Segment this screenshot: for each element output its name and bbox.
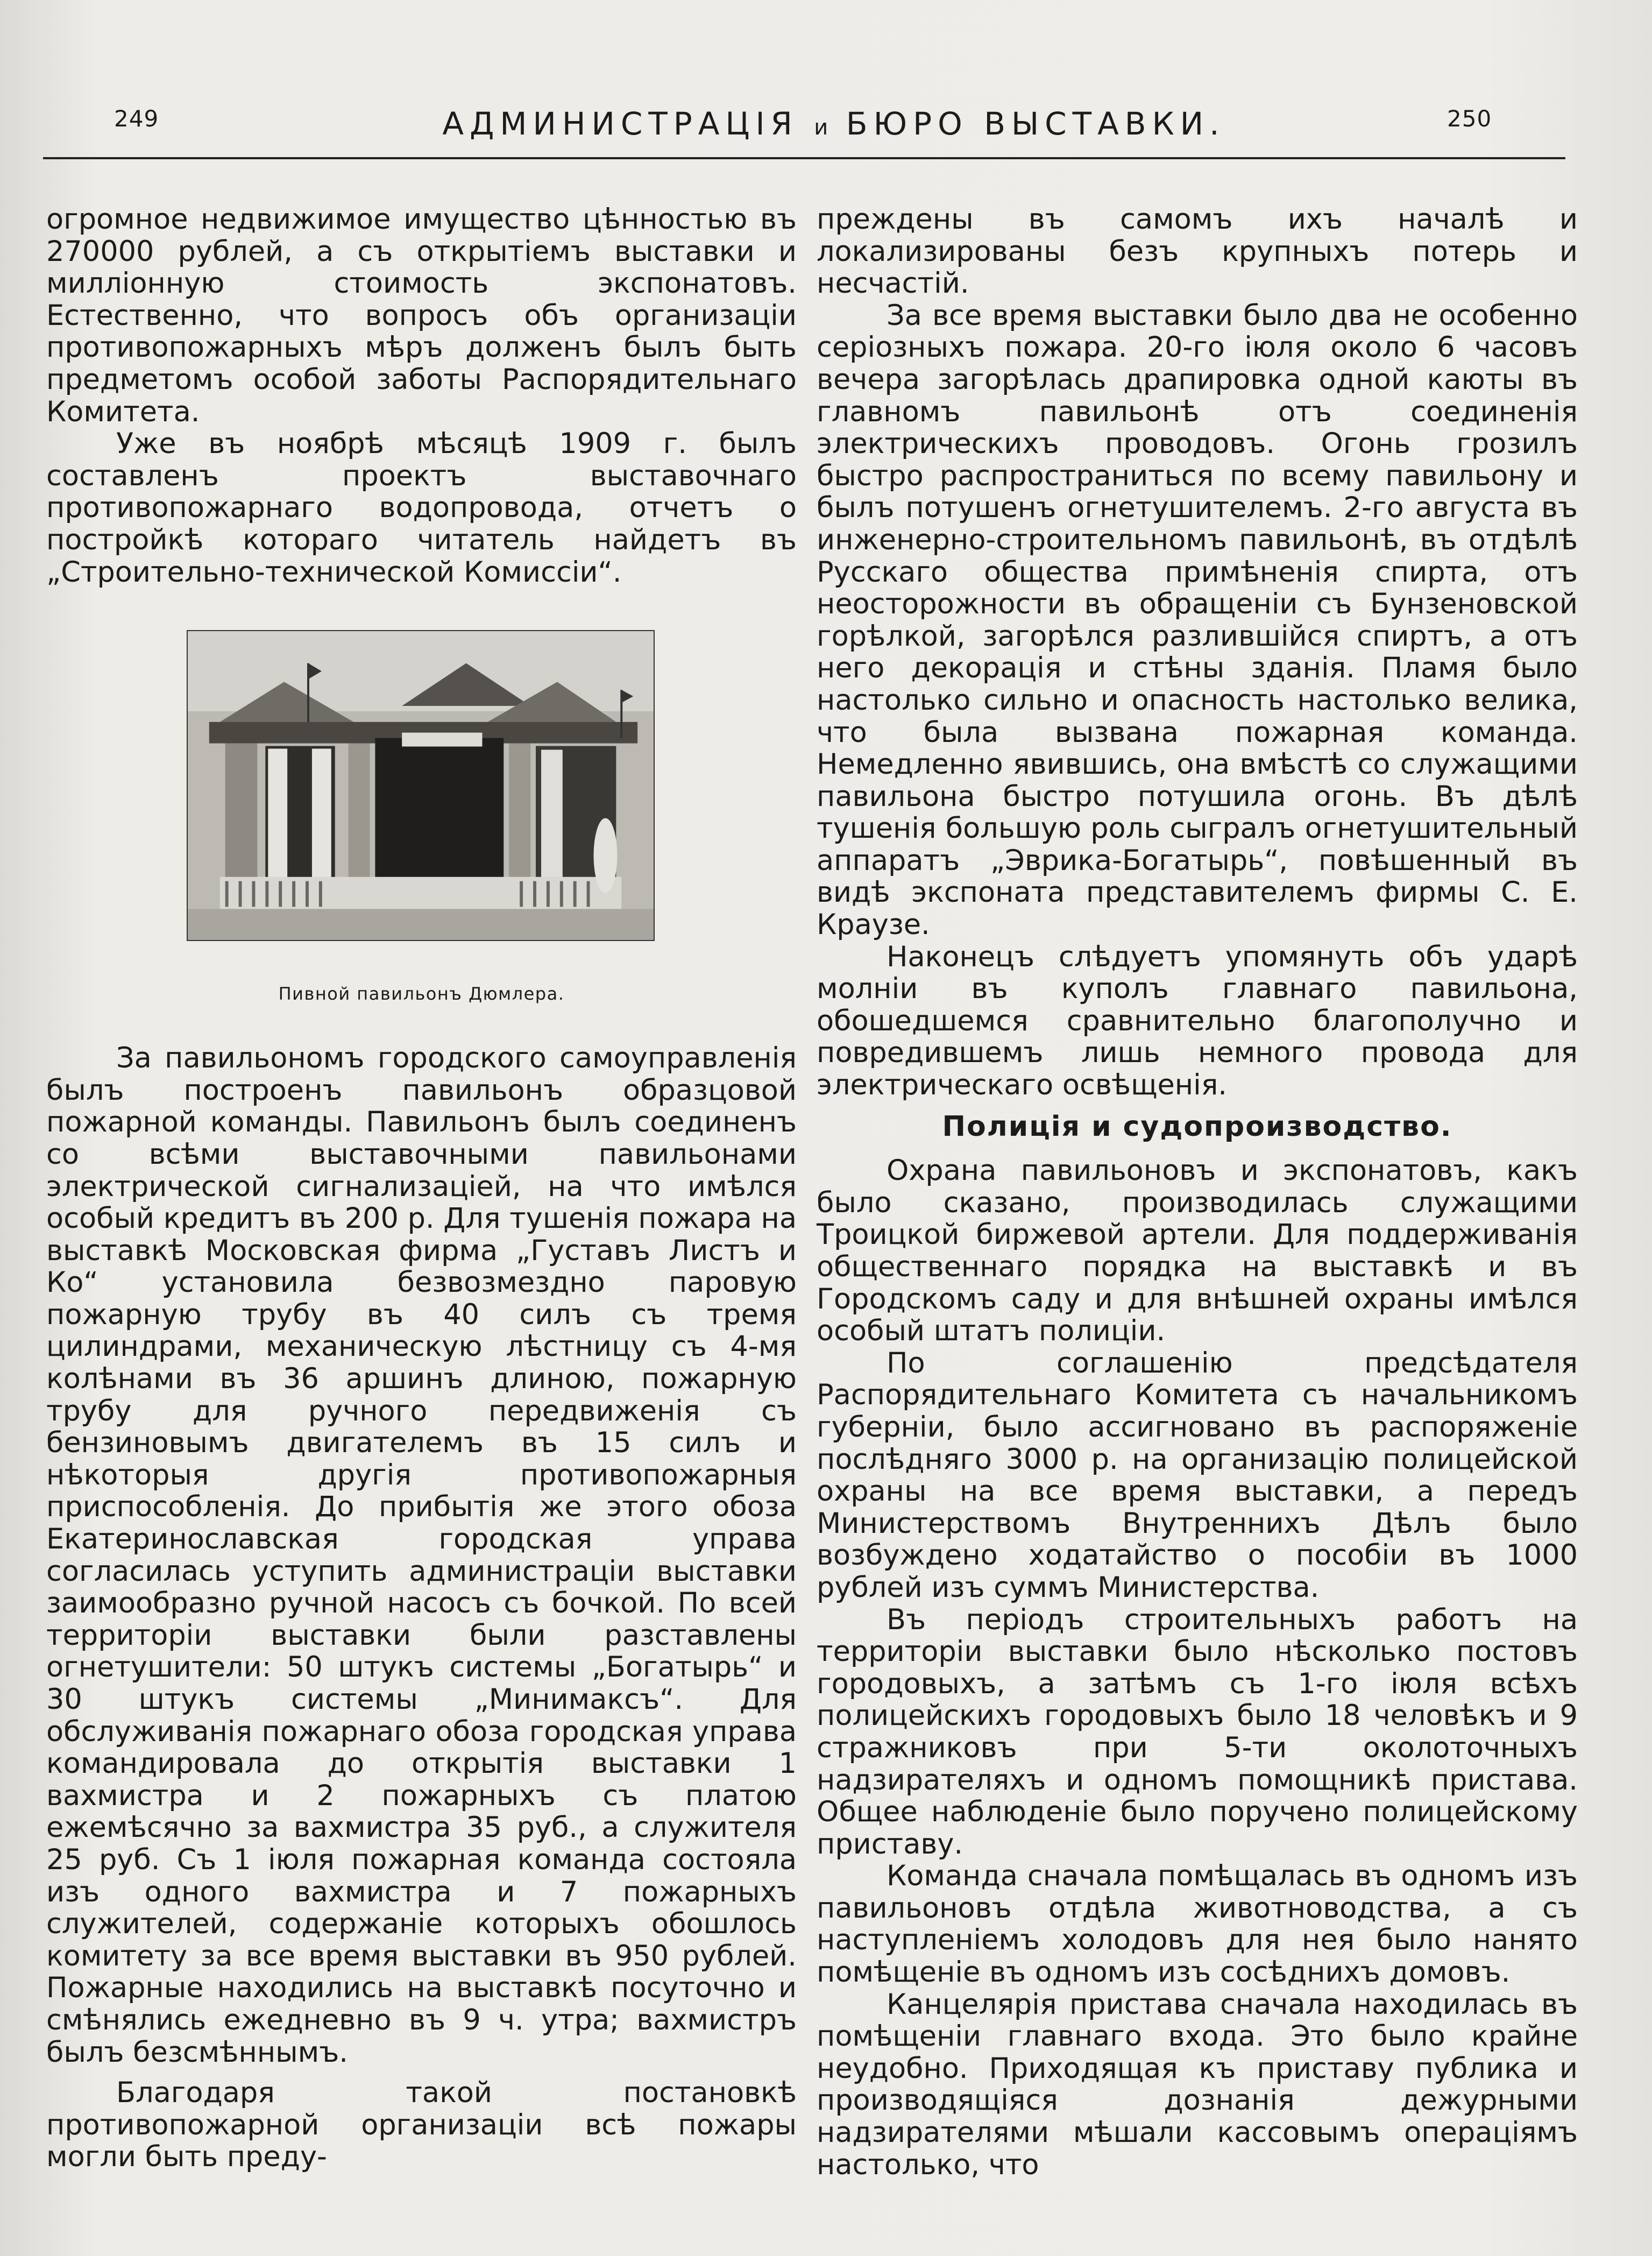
left-column <box>46 203 797 2173</box>
running-title-conjunction: и <box>814 115 831 140</box>
running-title-part2: БЮРО ВЫСТАВКИ. <box>846 105 1225 142</box>
right-column <box>817 203 1578 2181</box>
paragraph: По соглашенію предсѣдателя Распорядительнаго Комитета съ начальникомъ губерніи, было ассигновано въ распоряженіе послѣдняго 3000 р. на организацію полицейской охраны на все время выставки, а передъ Министерствомъ Внутреннихъ Дѣлъ было возбуждено ходатайство о пособіи въ 1000 рублей изъ суммъ Министерства. <box>817 1346 1578 1604</box>
header-rule <box>43 157 1565 159</box>
paragraph: Наконецъ слѣдуетъ упомянуть объ ударѣ молніи въ куполъ главнаго павильона, обошедшемся сравнительно благополучно и повредившемъ лишь немного провода для электрическаго освѣщенія. <box>817 940 1578 1102</box>
pavilion-photo <box>187 630 655 941</box>
running-title-part1: АДМИНИСТРАЦІЯ <box>442 105 798 142</box>
pavilion-photo-illustration <box>188 631 654 940</box>
paragraph: огромное недвижимое имущество цѣнностью въ 270000 рублей, а съ открытіемъ выставки и милліонную стоимость экспонатовъ. Естественно, что вопросъ объ организаціи противопожарныхъ мѣръ долженъ былъ быть предметомъ особой заботы Распорядительнаго Комитета. <box>46 203 797 428</box>
paragraph: Команда сначала помѣщалась въ одномъ изъ павильоновъ отдѣла животноводства, а съ наступленіемъ холодовъ для нея было нанято помѣщеніе въ одномъ изъ сосѣднихъ домовъ. <box>817 1859 1578 1989</box>
paragraph: За павильономъ городского самоуправленія былъ построенъ павильонъ образцовой пожарной команды. Павильонъ былъ соединенъ со всѣми выставочными павильонами электрической сигнализаціей, на что имѣлся особый кредитъ въ 200 р. Для тушенія пожара на выставкѣ Московская фирма „Густавъ Листъ и Ко“ установила безвозмездно паровую пожарную трубу въ 40 силъ съ тремя цилиндрами, механическую лѣстницу съ 4-мя колѣнами въ 36 аршинъ длиною, пожарную трубу для ручного передвиженія съ бензиновымъ двигателемъ въ 15 силъ и нѣкоторыя другія противопожарныя приспособленія. До прибытія же этого обоза Екатеринославская городская управа согласилась уступить администраціи выставки заимообразно ручной насосъ съ бочкой. По всей территоріи выставки были разставлены огнетушители: 50 штукъ системы „Богатырь“ и 30 штукъ системы „Минимаксъ“. Для обслуживанія пожарнаго обоза городская управа командировала до открытія выставки 1 вахмистра и 2 пожарныхъ съ платою ежемѣсячно за вахмистра 35 руб., а служителя 25 руб. Съ 1 іюля пожарная команда состояла изъ одного вахмистра и 7 пожарныхъ служителей, содержаніе которыхъ обошлось комитету за все время выставки въ 950 рублей. Пожарные находились на выставкѣ посуточно и смѣнялись ежедневно въ 9 ч. утра; вахмистръ былъ безсмѣннымъ. <box>46 1042 797 2069</box>
running-title <box>323 105 1345 142</box>
paragraph: За все время выставки было два не особенно серіозныхъ пожара. 20-го іюля около 6 часовъ вечера загорѣлась драпировка одной каюты въ главномъ павильонѣ отъ соединенія электрическихъ проводовъ. Огонь грозилъ быстро распространиться по всему павильону и былъ потушенъ огнетушителемъ. 2-го августа въ инженерно-строительномъ павильонѣ, въ отдѣлѣ Русскаго общества примѣненія спирта, отъ неосторожности въ обращеніи съ Бунзеновской горѣлкой, загорѣлся разлившійся спиртъ, а отъ него декорація и стѣны зданія. Пламя было настолько сильно и опасность настолько велика, что была вызвана пожарная команда. Немедленно явившись, она вмѣстѣ со служащими павильона быстро потушила огонь. Въ дѣлѣ тушенія большую роль сыгралъ огнетушительный аппаратъ „Эврика-Богатырь“, повѣшенный въ видѣ экспоната представителемъ фирмы С. Е. Краузе. <box>817 299 1578 942</box>
paragraph: Благодаря такой постановкѣ противопожарной организаціи всѣ пожары могли быть преду- <box>46 2076 797 2174</box>
figure <box>46 630 797 1005</box>
paragraph: Охрана павильоновъ и экспонатовъ, какъ было сказано, производилась служащими Троицкой биржевой артели. Для поддерживанія общественнаго порядка на выставкѣ и въ Городскомъ саду и для внѣшней охраны имѣлся особый штатъ полиціи. <box>817 1154 1578 1348</box>
figure-caption: Пивной павильонъ Дюмлера. <box>278 984 565 1005</box>
paragraph: Въ періодъ строительныхъ работъ на территоріи выставки было нѣсколько постовъ городовыхъ, а затѣмъ съ 1-го іюля всѣхъ полицейскихъ городовыхъ было 18 человѣкъ и 9 стражниковъ при 5-ти околоточныхъ надзирателяхъ и одномъ помощникѣ пристава. Общее наблюденіе было поручено полицейскому приставу. <box>817 1603 1578 1861</box>
page-number-left: 249 <box>114 105 159 132</box>
paragraph: преждены въ самомъ ихъ началѣ и локализированы безъ крупныхъ потерь и несчастій. <box>817 203 1578 300</box>
page-number-right: 250 <box>1447 105 1492 132</box>
section-heading: Полиція и судопроизводство. <box>942 1110 1452 1143</box>
paragraph: Уже въ ноябрѣ мѣсяцѣ 1909 г. былъ составленъ проектъ выставочнаго противопожарнаго водопровода, отчетъ о постройкѣ котораго читатель найдетъ въ „Строительно-технической Комиссіи“. <box>46 427 797 589</box>
paragraph: Канцелярія пристава сначала находилась въ помѣщеніи главнаго входа. Это было крайне неудобно. Приходящая къ приставу публика и производящіяся дознанія дежурными надзирателями мѣшали кассовымъ операціямъ настолько, что <box>817 1988 1578 2181</box>
